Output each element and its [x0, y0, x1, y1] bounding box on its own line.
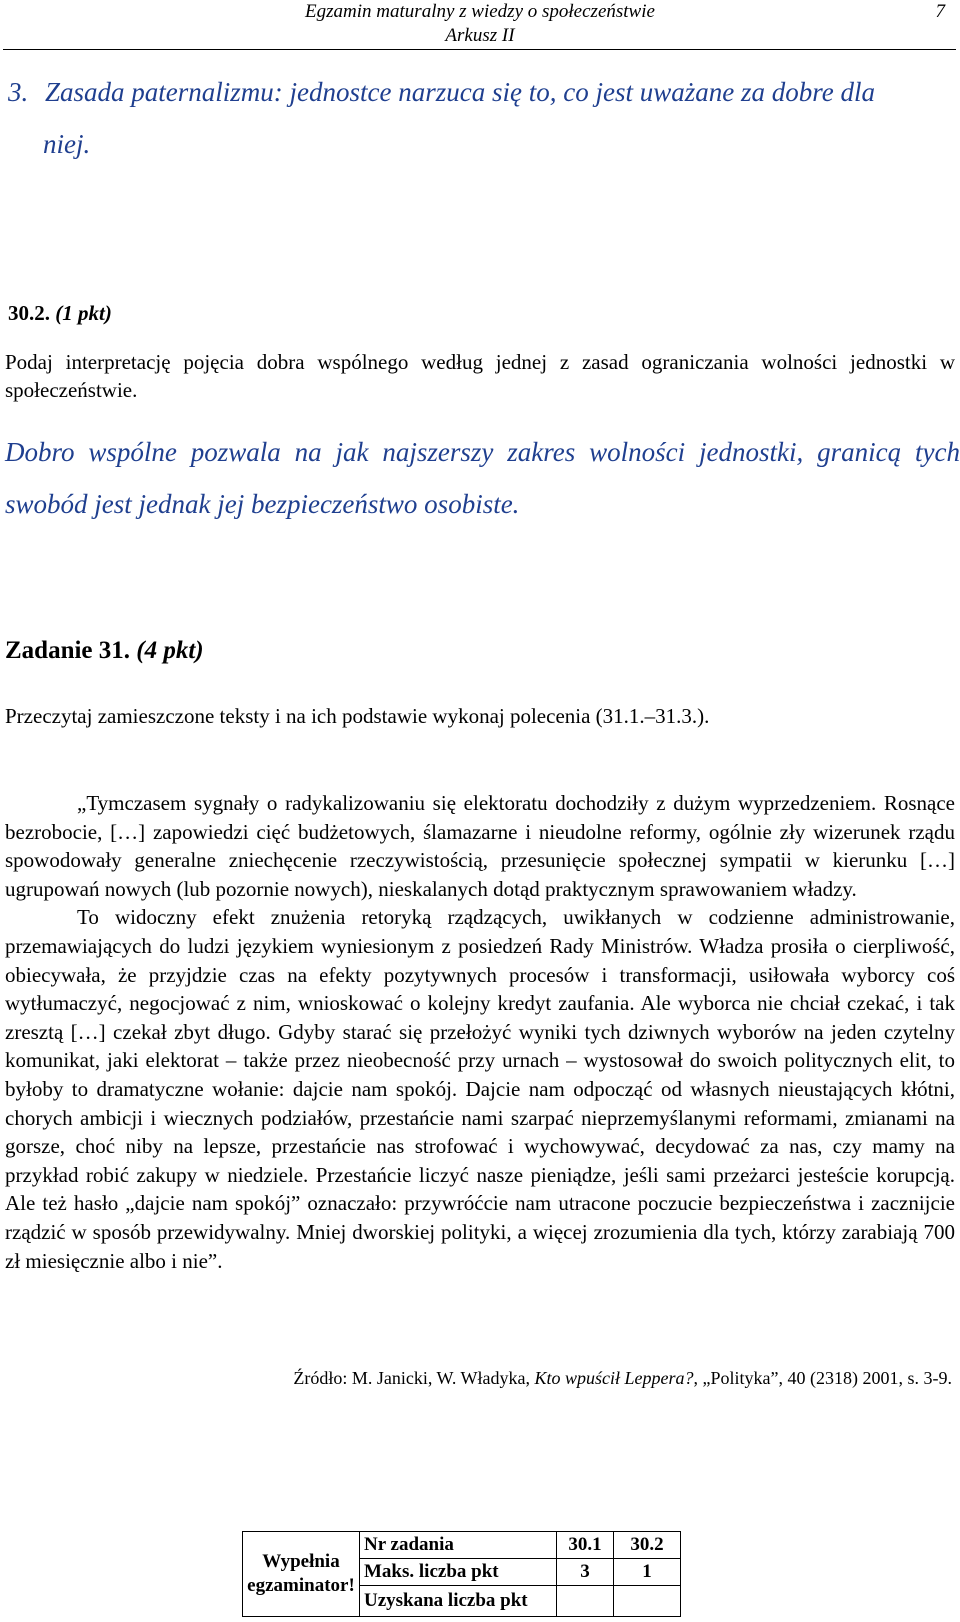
answer-30-1-text: Zasada paternalizmu: jednostce narzuca się to, co jest uważane za dobre dla	[45, 77, 875, 107]
task-31-instruction: Przeczytaj zamieszczone teksty i na ich podstawie wykonaj polecenia (31.1.–31.3.).	[5, 704, 710, 728]
page-header	[0, 0, 960, 50]
grading-table	[242, 1531, 681, 1617]
row-label-max-points: Maks. liczba pkt	[360, 1559, 557, 1586]
task-30-2-heading	[8, 300, 112, 326]
answer-30-1-line1	[8, 66, 958, 118]
examiner-note: Wypełnia egzaminator!	[243, 1532, 360, 1617]
citation-details: , „Polityka”, 40 (2318) 2001, s. 3-9.	[693, 1368, 952, 1388]
exam-title: Egzamin maturalny z wiedzy o społeczeństwie	[305, 1, 655, 22]
citation-title: Kto wpuścił Leppera?	[534, 1368, 694, 1388]
source-paragraph: „Tymczasem sygnały o radykalizowaniu się elektoratu dochodziły z dużym wyprzedzeniem. Rosnące bezrobocie, […] zapowiedzi cięć budżetowych, ślamazarne i nieudolne reformy, ogólnie zły wizerunek rządu spowodowały generalne zniechęcenie rzeczywistością, przesunięcie społecznej sympatii w kierunku […] ugrupowań nowych (lub pozornie nowych), nieskalanych dotąd praktycznym sprawowaniem władzy.	[5, 791, 955, 901]
task-31-name: Zadanie 31.	[5, 637, 131, 664]
cell-max-30-2: 1	[614, 1559, 681, 1586]
task-30-2-points: (1 pkt)	[55, 301, 112, 325]
cell-task-30-1: 30.1	[557, 1532, 614, 1559]
source-paragraph: To widoczny efekt znużenia retoryką rządzących, uwikłanych w codzienne administrowanie, przemawiających do ludzi językiem wyniesionym z posiedzeń Rady Ministrów. Władza prosiła o cierpliwość, obiecywała, że przyjdzie czas na efekty pozytywnych procesów i transformacji, usiłowała wyborcy coś wytłumaczyć, negocjować z nim, wnioskować o kolejny kredyt zaufania. Ale wyborca nie chciał czekać, i tak zresztą […] czekał zbyt długo. Gdyby starać się przełożyć wyniki tych dziwnych wyborów na jeden czytelny komunikat, jaki elektorat – także przez nieobecność przy urnach – wystosował do swoich politycznych elit, to byłoby to dramatyczne wołanie: dajcie nam spokój. Dajcie nam odpocząć od własnych nieustających kłótni, chorych ambicji i wiecznych podziałów, przestańcie nami szarpać nieprzemyślanymi reformami, zmianami na gorsze, choć niby na lepsze, przestańcie nas strofować i wychowywać, decydować za nas, czy mamy na przykład robić zakupy w niedziele. Przestańcie liczyć nasze pieniądze, jeśli sami przeżarci jesteście korupcją. Ale też hasło „dajcie nam spokój” oznaczało: przywróćcie nam utracone poczucie bezpieczeństwa i zacznijcie rządzić w sposób przewidywalny. Mniej dworskiej polityki, a więcej zrozumienia dla tych, którzy zarabiają 700 zł miesięcznie albo i nie”.	[5, 905, 955, 1273]
task-31-points: (4 pkt)	[136, 637, 204, 664]
source-citation	[0, 1366, 952, 1390]
cell-obtained-30-2[interactable]	[614, 1586, 681, 1617]
citation-authors: Źródło: M. Janicki, W. Władyka,	[293, 1368, 531, 1388]
answer-30-1	[8, 66, 958, 170]
row-label-obtained-points: Uzyskana liczba pkt	[360, 1586, 557, 1617]
task-30-2-question: Podaj interpretację pojęcia dobra wspólnego według jednej z zasad ograniczania wolności jednostki w społeczeństwie.	[5, 350, 955, 402]
cell-task-30-2: 30.2	[614, 1532, 681, 1559]
task-30-2-number: 30.2.	[8, 301, 50, 325]
source-text	[5, 789, 955, 1275]
answer-30-2: Dobro wspólne pozwala na jak najszerszy zakres wolności jednostki, granicą tych swobód jest jednak jej bezpieczeństwo osobiste.	[5, 437, 960, 519]
row-label-task-number: Nr zadania	[360, 1532, 557, 1559]
header-divider	[3, 49, 956, 50]
cell-max-30-1: 3	[557, 1559, 614, 1586]
page-number: 7	[935, 1, 945, 22]
answer-30-1-number: 3.	[8, 77, 29, 107]
exam-sheet: Arkusz II	[445, 25, 515, 46]
cell-obtained-30-1[interactable]	[557, 1586, 614, 1617]
task-31-heading	[5, 636, 204, 666]
answer-30-1-line2: niej.	[43, 129, 91, 159]
